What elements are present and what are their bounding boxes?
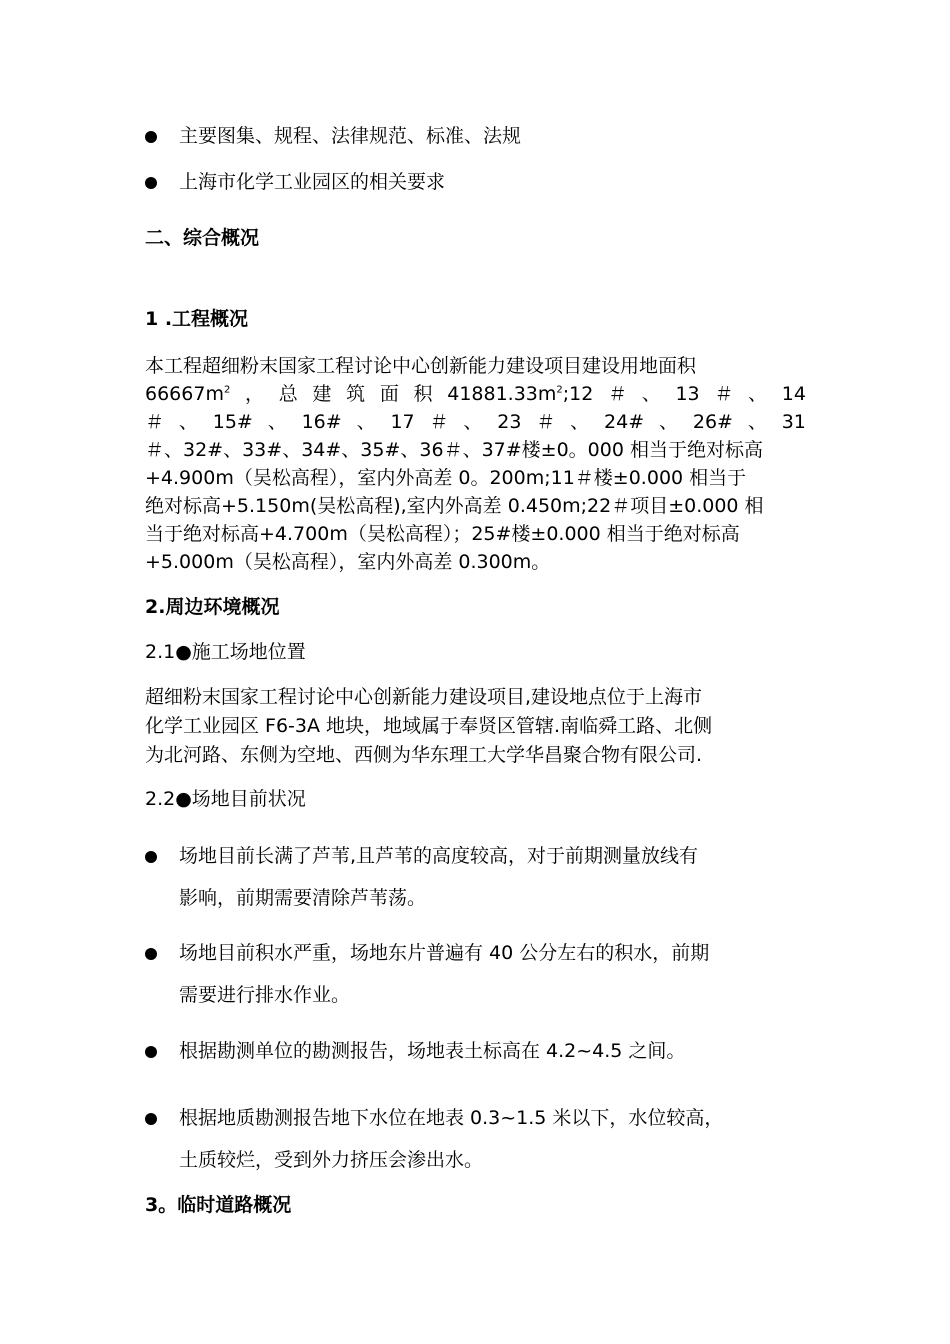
subsection-heading: 3。临时道路概况: [145, 1194, 292, 1216]
bullet-icon: [145, 948, 157, 960]
list-item-text: 需要进行排水作业。: [179, 984, 351, 1006]
list-item-text: 场地目前积水严重，场地东片普遍有 40 公分左右的积水，前期: [179, 942, 710, 964]
list-item: [145, 939, 810, 1009]
paragraph-line: +4.900m（吴松高程），室内外高差 0。200m;11＃楼±0.000 相当于: [145, 467, 747, 489]
list-item-text: 影响，前期需要清除芦苇荡。: [179, 887, 427, 909]
paragraph-line: 为北河路、东侧为空地、西侧为华东理工大学华昌聚合物有限公司.: [145, 744, 703, 766]
list-item-text: 主要图集、规程、法律规范、标准、法规: [179, 125, 522, 147]
list-item: [145, 122, 810, 150]
paragraph-line: +5.000m（吴松高程），室内外高差 0.300m。: [145, 551, 551, 573]
section-heading: 二、综合概况: [145, 227, 260, 249]
subsection-heading: 1 .工程概况: [145, 308, 249, 330]
bullet-icon: [145, 177, 157, 189]
list-item: [145, 1037, 810, 1065]
paragraph-line: 当于绝对标高+4.700m（吴松高程）；25#楼±0.000 相当于绝对标高: [145, 523, 740, 545]
subsection-label: 2.2●场地目前状况: [145, 788, 306, 810]
paragraph-line: 超细粉末国家工程讨论中心创新能力建设项目,建设地点位于上海市: [145, 686, 703, 708]
list-item-text: 场地目前长满了芦苇,且芦苇的高度较高，对于前期测量放线有: [179, 845, 699, 867]
list-item-text: 土质较烂，受到外力挤压会渗出水。: [179, 1149, 484, 1171]
paragraph-line: 化学工业园区 F6-3A 地块，地域属于奉贤区管辖.南临舜工路、北侧: [145, 715, 713, 737]
bullet-icon: [145, 1113, 157, 1125]
paragraph-line: 绝对标高+5.150m(吴松高程),室内外高差 0.450m;22＃项目±0.000 相: [145, 495, 764, 517]
bullet-icon: [145, 131, 157, 143]
paragraph-line: $66667m^2$ ， 总 建 筑 面 积 $41881.33m^2;12$ ＃ 、 13 ＃ 、 14: [145, 383, 806, 405]
subsection-heading: 2.周边环境概况: [145, 596, 280, 618]
list-item: [145, 842, 810, 912]
bullet-icon: [145, 851, 157, 863]
bullet-icon: [145, 1046, 157, 1058]
list-item: [145, 1104, 810, 1174]
paragraph-line: ＃ 、 15# 、 16# 、 17 ＃ 、 23 ＃ 、 24# 、 26# 、 31: [145, 411, 806, 433]
subsection-label: 2.1●施工场地位置: [145, 641, 306, 663]
paragraph-line: 本工程超细粉末国家工程讨论中心创新能力建设项目建设用地面积: [145, 355, 697, 377]
list-item-text: 根据勘测单位的勘测报告，场地表土标高在 4.2~4.5 之间。: [179, 1040, 686, 1062]
list-item: [145, 168, 810, 196]
list-item-text: 上海市化学工业园区的相关要求: [179, 171, 446, 193]
list-item-text: 根据地质勘测报告地下水位在地表 0.3~1.5 米以下，水位较高，: [179, 1107, 724, 1129]
paragraph-line: ＃、32#、33#、34#、35#、36＃、37#楼±0。000 相当于绝对标高: [145, 439, 763, 461]
